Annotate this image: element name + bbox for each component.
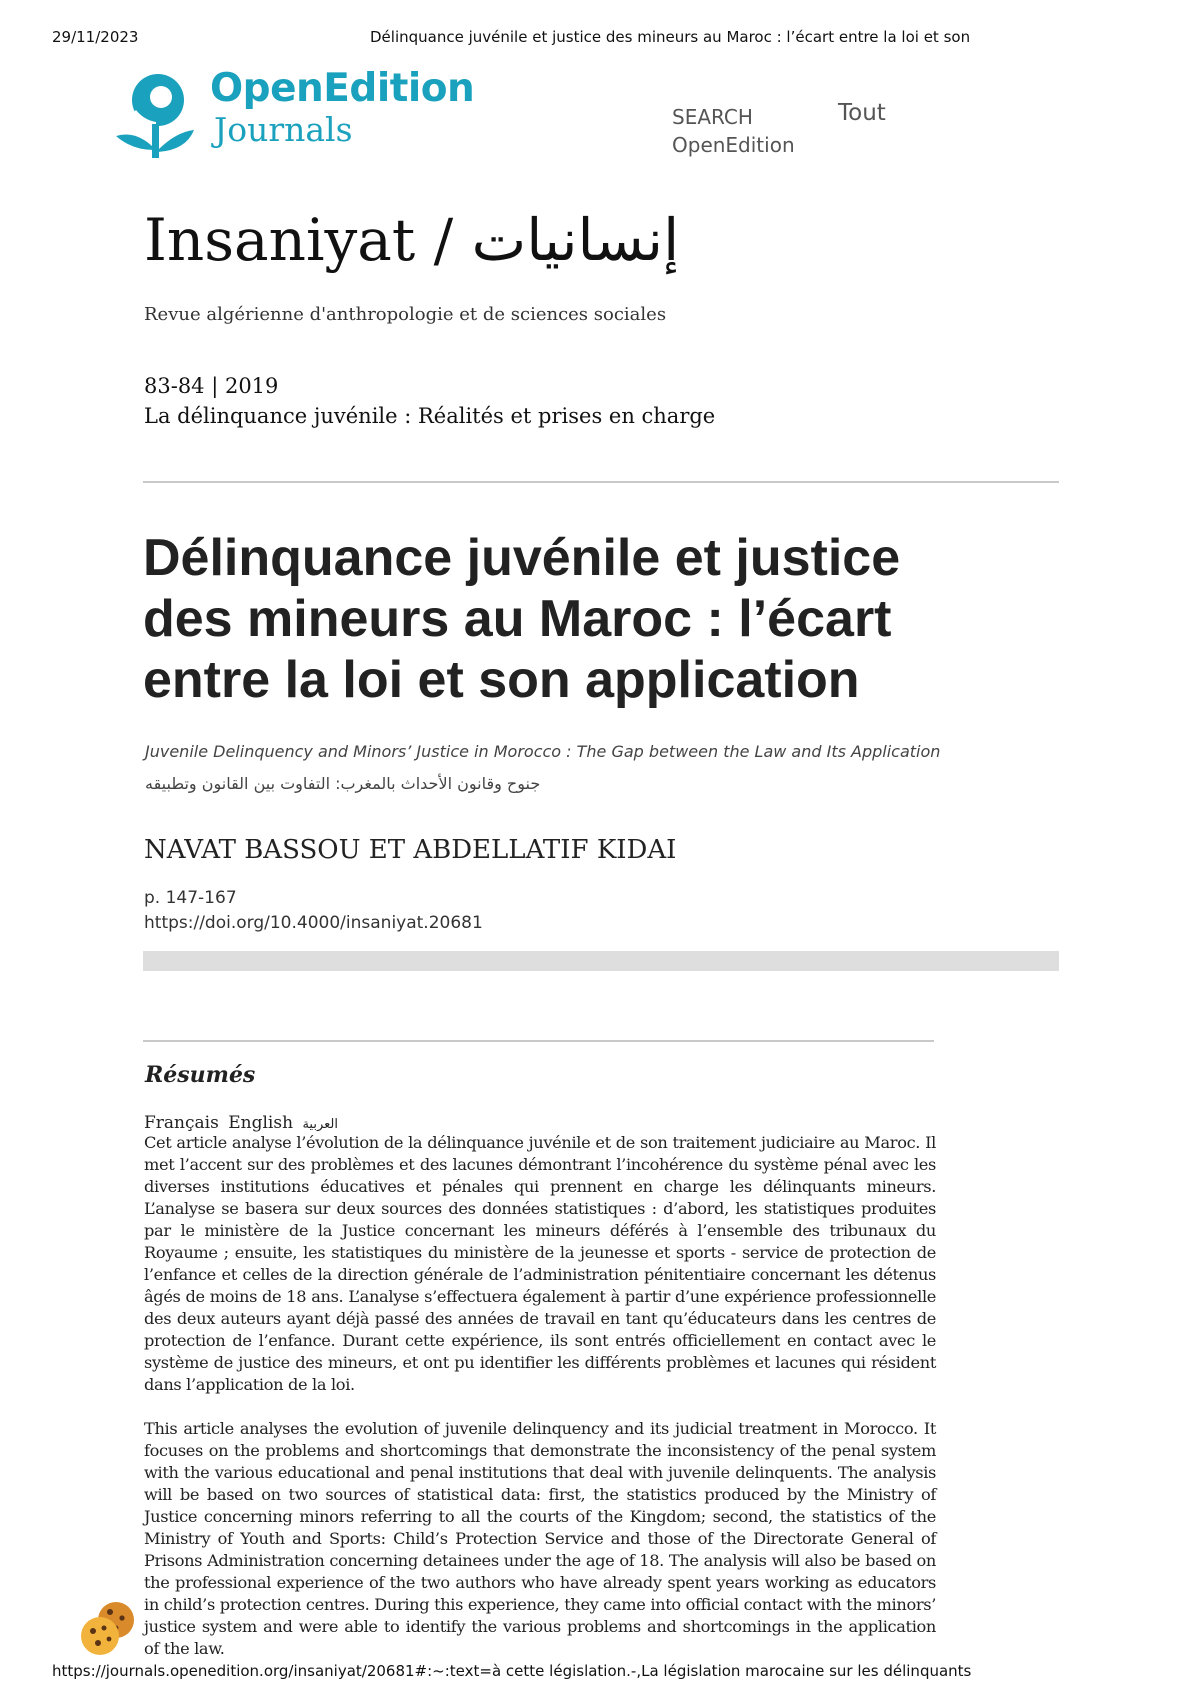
article-title-line: entre la loi et son application (143, 651, 860, 709)
openedition-journals-logo[interactable] (114, 66, 494, 166)
abstract-english: This article analyses the evolution of juvenile delinquency and its judicial treatment in Morocco. It focuses on the problems and shortcomings that demonstrate the inconsistency of the penal system with the various educational and penal institutions that deal with juvenile delinquents. The analysis will be based on two sources of statistical data: first, the statistics produced by the Ministry of Justice concerning minors referring to all the courts of the Kingdom; second, the statistics of the Ministry of Youth and Sports: Child’s Protection Service and those of the Directorate General of Prisons Administration concerning detainees under the age of 18. The analysis will also be based on the professional experience of the two authors who have already spent years working as educators in child’s protection centres. During this experience, they came into official contact with the minors’ justice system and were able to identify the various problems and shortcomings in the application of the law. (144, 1419, 936, 1658)
print-page-title: Délinquance juvénile et justice des mineurs au Maroc : l’écart entre la loi et son (370, 28, 971, 46)
tab-english[interactable]: English (228, 1113, 294, 1133)
abstract-french: Cet article analyse l’évolution de la délinquance juvénile et de son traitement judiciaire au Maroc. Il met l’accent sur des problèmes et des lacunes démontrant l’incohérence du système pénal avec les diverses institutions éducatives et pénales qui prennent en charge les délinquants mineurs. L’analyse se basera sur deux sources des données statistiques : d’abord, les statistiques produites par le ministère de la Justice concernant les mineurs déférés à l’ensemble des tribunaux du Royaume ; ensuite, les statistiques du ministère de la jeunesse et sports - service de protection de l’enfance et celles de la direction générale de l’administration pénitentiaire concernant les détenus âgés de moins de 18 ans. L’analyse s’effectuera également à partir d’une expérience professionnelle des deux auteurs ayant déjà passé des années de travail en tant qu’éducateurs dans les centres de protection de l’enfance. Durant cette expérience, ils sont entrés officiellement en contact avec le système de justice des mineurs, et ont pu identifier les différents problèmes et lacunes qui résident dans l’application de la loi. (144, 1133, 936, 1394)
issue-number[interactable]: 83-84 | 2019 (144, 374, 279, 398)
article-pages: p. 147-167 (144, 888, 237, 908)
tab-arabic[interactable]: العربية (302, 1117, 338, 1132)
search-openedition-label[interactable]: SEARCH OpenEdition (672, 105, 795, 157)
journal-subtitle: Revue algérienne d'anthropologie et de sciences sociales (144, 304, 667, 325)
logo-subname: Journals (214, 110, 353, 149)
print-date: 29/11/2023 (52, 28, 139, 46)
tab-francais[interactable]: Français (144, 1113, 219, 1133)
issue-theme[interactable]: La délinquance juvénile : Réalités et prises en charge (144, 404, 716, 428)
article-title-arabic: جنوح وقانون الأحداث بالمغرب: التفاوت بين القانون وتطبيقه (145, 774, 541, 793)
logo-wordmark: OpenEdition (210, 66, 475, 111)
journal-title[interactable]: Insaniyat / إنسانيات (144, 206, 680, 274)
divider (143, 1040, 934, 1042)
article-title-english: Juvenile Delinquency and Minors’ Justice in Morocco : The Gap between the Law and Its Application (145, 742, 941, 761)
search-scope-selector[interactable]: Tout (838, 100, 886, 126)
article-title (143, 528, 1063, 711)
print-url: https://journals.openedition.org/insaniyat/20681#:~:text=à cette législation.-,La législation marocaine sur les délinquants (52, 1662, 972, 1680)
abstracts-heading: Résumés (145, 1062, 256, 1088)
toolbar-bar (143, 951, 1059, 971)
divider (143, 481, 1059, 483)
article-title-line: Délinquance juvénile et justice (143, 529, 901, 587)
article-authors[interactable]: NAVAT BASSOU ET ABDELLATIF KIDAI (144, 835, 677, 865)
openedition-flower-icon (114, 70, 194, 158)
abstract-language-tabs (144, 1113, 342, 1133)
cookie-icon[interactable] (78, 1600, 140, 1656)
article-title-line: des mineurs au Maroc : l’écart (143, 590, 892, 648)
article-doi-link[interactable]: https://doi.org/10.4000/insaniyat.20681 (144, 913, 483, 933)
